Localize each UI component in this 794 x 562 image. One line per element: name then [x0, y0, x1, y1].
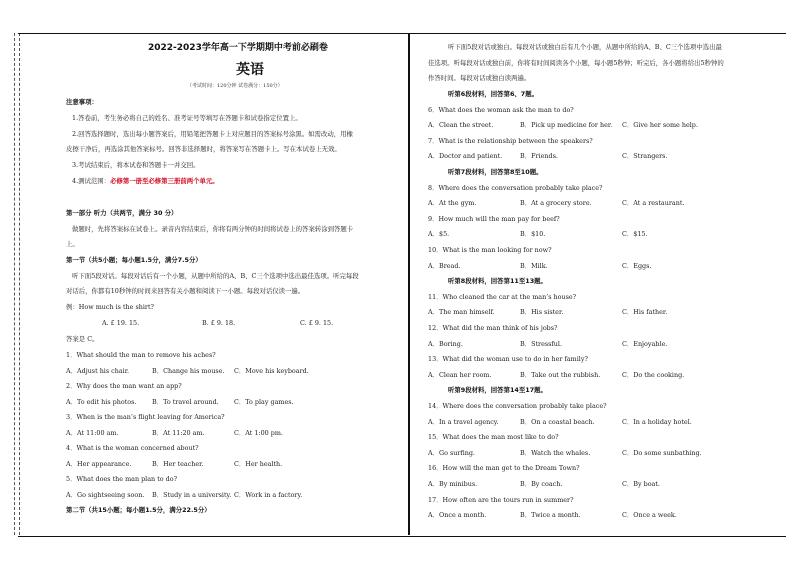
question-3-option-a: A．At 11:00 am. — [66, 428, 119, 437]
note-4-range: 必修第一册至必修第三册前两个单元。 — [110, 177, 219, 185]
question: 13．What did the woman use to do in her family? — [428, 355, 588, 364]
question-4: 4．What is the woman concerned about? — [66, 444, 199, 452]
question-option-a: A．Once a month. — [428, 511, 487, 520]
question: 11．Who cleaned the car at the man’s house? — [428, 292, 577, 301]
question-option-b: B．Take out the rubbish. — [520, 370, 601, 379]
question-3-option-b: B．At 11:20 am. — [152, 428, 205, 437]
question-option-a: A．In a travel agency. — [428, 417, 499, 426]
question-option-c: C．By boat. — [622, 480, 660, 488]
question-option-c: C．Eggs. — [622, 261, 652, 270]
section1-heading: 第一节（共5小题；每小题1.5分，满分7.5分） — [66, 256, 202, 264]
right-intro-c: 作答时间。每段对话或独白读两遍。 — [428, 74, 531, 82]
material-heading: 听第9段材料，回答第14至17题。 — [448, 386, 547, 395]
question-option-c: C．At a restaurant. — [622, 199, 685, 208]
question-option-a: A．At the gym. — [428, 199, 477, 208]
question: 8．Where does the conversation probably take place? — [428, 183, 603, 192]
question-option-b: B．At a grocery store. — [520, 199, 592, 208]
question-2-option-c: C．To play games. — [234, 397, 294, 406]
question: 7．What is the relationship between the speakers? — [428, 136, 593, 145]
question-1-option-a: A．Adjust his chair. — [66, 366, 130, 375]
example-question: 例：How much is the shirt? — [66, 303, 154, 311]
question-4-option-a: A．Her appearance. — [66, 459, 132, 468]
question: 17．How often are the tours run in summer? — [428, 495, 574, 504]
question: 15．What does the man most like to do? — [428, 433, 559, 442]
section1-instruction-b: 对话后，你都有10秒钟的时间来回答有关小题和阅读下一小题。每段对话仅读一遍。 — [66, 287, 305, 295]
part1-intro-b: 上。 — [66, 240, 79, 248]
material-heading: 听第6段材料，回答第6、7题。 — [448, 90, 539, 98]
note-4 — [72, 178, 219, 184]
question: 16．How will the man get to the Dream Town? — [428, 464, 580, 473]
question-option-a: A．Bread. — [428, 261, 461, 270]
question-option-b: B．$10. — [520, 230, 546, 239]
note-1: 1.答卷前，考生务必将自己的姓名、准考证号等填写在答题卡和试卷指定位置上。 — [72, 114, 302, 122]
exam-title: 2022-2023学年高一下学期期中考前必刷卷 — [148, 43, 328, 53]
question-option-b: B．His sister. — [520, 308, 564, 317]
material-heading: 听第8段材料，回答第11至13题。 — [448, 277, 547, 286]
material-heading: 听第7段材料，回答第8至10题。 — [448, 168, 543, 176]
question-option-a: A．The man himself. — [428, 308, 495, 317]
question-option-a: A．Clean her room. — [428, 370, 492, 379]
question-option-b: B．Stressful. — [520, 339, 562, 348]
subject-title: 英语 — [236, 62, 264, 78]
question-option-c: C．Enjoyable. — [622, 339, 668, 348]
question-option-c: C．Once a week. — [622, 511, 677, 520]
question: 14．Where does the conversation probably take place? — [428, 402, 607, 410]
question-4-option-b: B．Her teacher. — [152, 459, 204, 468]
question-5: 5．What does the man plan to do? — [66, 475, 177, 483]
question-option-c: C．In a holiday hotel. — [622, 417, 692, 426]
question-option-c: C．$15. — [622, 230, 648, 239]
question-option-b: B．By coach. — [520, 480, 563, 488]
question-5-option-c: C．Work in a factory. — [234, 490, 303, 499]
note-4-prefix: 4.测试范围： — [72, 177, 111, 185]
question-option-a: A．Go surfing. — [428, 448, 475, 457]
question-option-b: B．Pick up medicine for her. — [520, 121, 613, 130]
exam-info: （考试时间：120分钟 试卷满分：150分） — [187, 83, 283, 89]
question-3: 3．When is the man’s flight leaving for America? — [66, 413, 225, 421]
question-option-b: B．On a coastal beach. — [520, 417, 595, 426]
right-intro-b: 佳选项。听每段对话或独白前，你将有时间阅读各个小题，每小题5秒钟；听完后，各小题将给出5秒钟的 — [428, 59, 724, 67]
note-2a: 2.回答选择题时，选出每小题答案后，用铅笔把答题卡上对应题目的答案标号涂黑。如需改动，用橡 — [72, 130, 353, 138]
question-3-option-c: C．At 1:00 pm. — [234, 428, 283, 437]
question-option-a: A．Boring. — [428, 339, 463, 348]
example-option-a: A. £ 19. 15. — [102, 319, 140, 327]
question-option-b: B．Watch the whales. — [520, 448, 591, 457]
note-2b: 皮擦干净后，再选涂其他答案标号。回答非选择题时，将答案写在答题卡上。写在本试卷上无效。 — [66, 145, 341, 153]
right-column — [410, 0, 794, 562]
note-3: 3.考试结束后，将本试卷和答题卡一并交回。 — [72, 161, 200, 169]
question-1-option-b: B．Change his mouse. — [152, 366, 225, 375]
question-5-option-a: A．Go sightseeing soon. — [66, 490, 145, 499]
question-option-c: C．Give her some help. — [622, 121, 698, 130]
question-option-b: B．Friends. — [520, 152, 558, 161]
right-intro-a: 听下面5段对话或独白。每段对话或独白后有几个小题，从题中所给的A、B、C三个选项中选出最 — [448, 43, 722, 51]
question-5-option-b: B．Study in a university. — [152, 490, 232, 499]
question-4-option-c: C．Her health. — [234, 459, 283, 468]
part1-heading: 第一部分 听力（共两节，满分 30 分） — [66, 209, 178, 217]
section1-instruction-a: 听下面5段对话。每段对话后有一个小题，从题中所给的A、B、C三个选项中选出最佳选项。听完每段 — [72, 272, 359, 280]
question-option-a: A．$5. — [428, 230, 450, 239]
question-option-c: C．His father. — [622, 308, 668, 317]
question-2-option-b: B．To travel around. — [152, 397, 219, 406]
example-option-c: C. £ 9. 15. — [300, 319, 334, 327]
question: 10．What is the man looking for now? — [428, 246, 552, 254]
question-option-a: A．By minibus. — [428, 480, 478, 488]
question-2-option-a: A．To edit his photos. — [66, 397, 137, 406]
part1-intro-a: 做题时，先将答案标在试卷上。录音内容结束后，你将有两分钟的时间将试卷上的答案转涂到答题卡 — [72, 225, 354, 233]
question-option-c: C．Do some sunbathing. — [622, 448, 702, 457]
question-1-option-c: C．Move his keyboard. — [234, 366, 309, 375]
question-option-b: B．Twice a month. — [520, 511, 581, 520]
section2-heading: 第二节（共15小题；每小题1.5分，满分22.5分） — [66, 506, 211, 514]
notes-heading: 注意事项： — [66, 98, 98, 106]
question-option-c: C．Strangers. — [622, 152, 668, 161]
example-answer: 答案是 C。 — [66, 335, 99, 343]
example-option-b: B. £ 9. 18. — [202, 319, 236, 327]
question: 12．What did the man think of his jobs? — [428, 324, 558, 332]
question-option-c: C．Do the cooking. — [622, 370, 685, 379]
question: 6．What does the woman ask the man to do? — [428, 105, 574, 114]
question: 9．How much will the man pay for beef? — [428, 214, 560, 223]
question-option-a: A．Clean the street. — [428, 121, 494, 130]
question-2: 2．Why does the man want an app? — [66, 382, 182, 390]
question-1: 1．What should the man to remove his aches? — [66, 351, 216, 359]
question-option-a: A．Doctor and patient. — [428, 152, 503, 161]
question-option-b: B．Milk. — [520, 261, 548, 270]
